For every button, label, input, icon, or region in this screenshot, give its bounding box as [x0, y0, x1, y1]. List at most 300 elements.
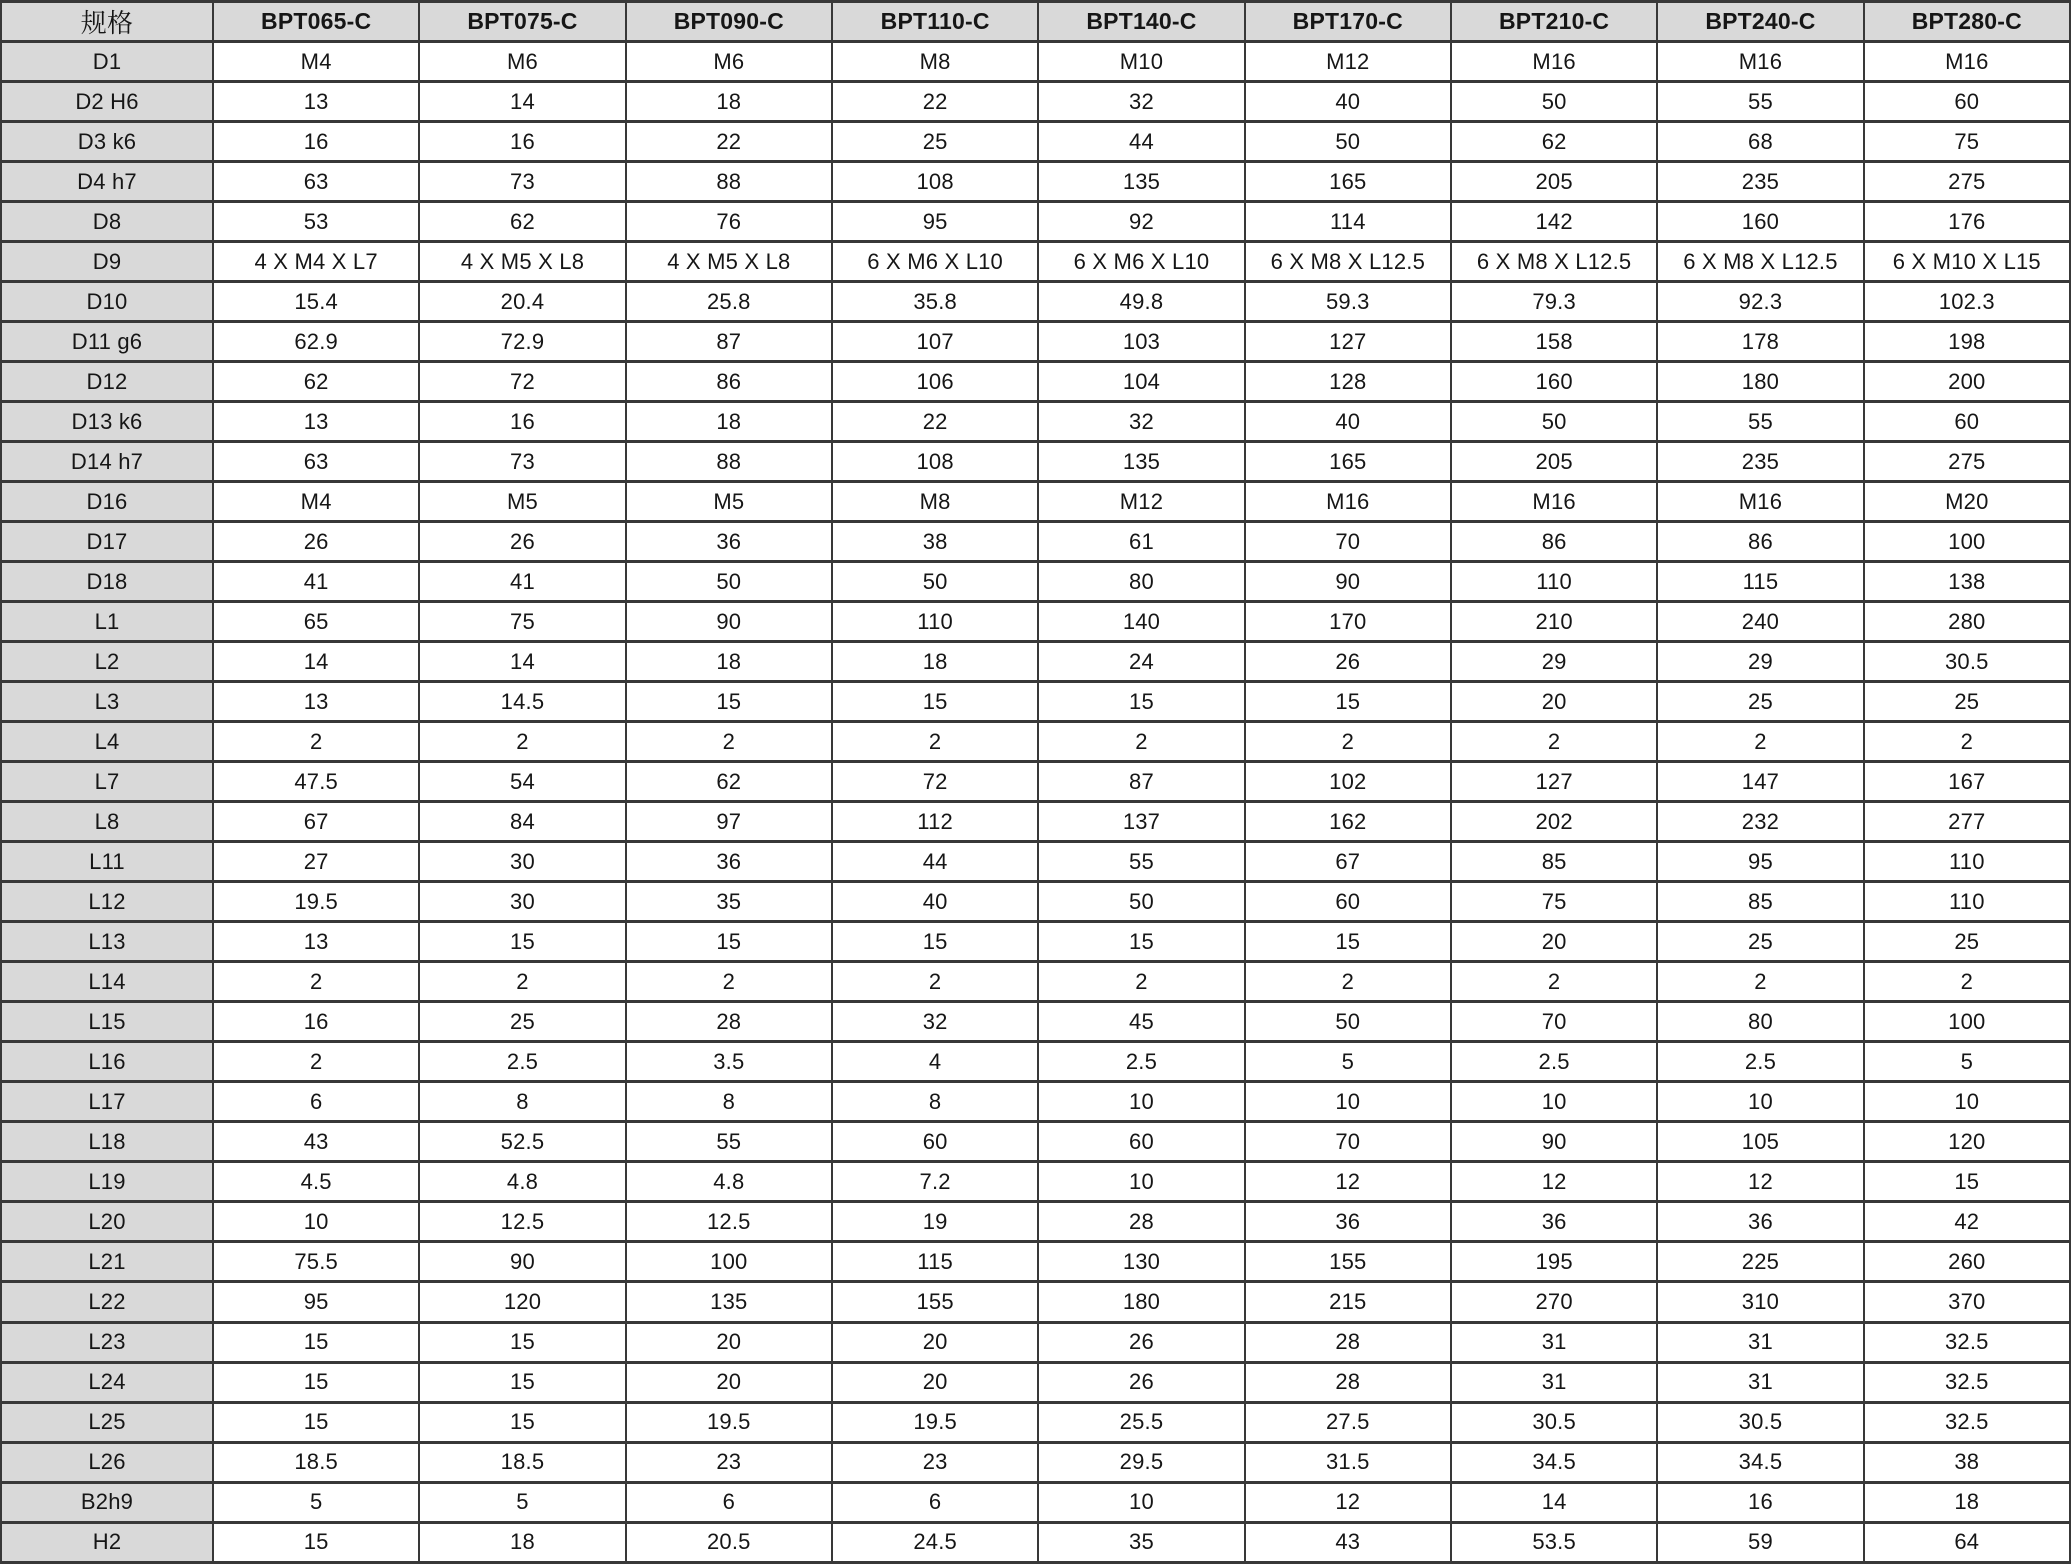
row-label: D14 h7 [1, 442, 213, 482]
cell: 2 [419, 962, 625, 1002]
cell: 20 [626, 1362, 832, 1402]
cell: 135 [1038, 442, 1244, 482]
cell: 22 [832, 82, 1038, 122]
cell: M12 [1245, 42, 1451, 82]
row-label: L12 [1, 882, 213, 922]
cell: 31.5 [1245, 1442, 1451, 1482]
cell: 70 [1451, 1002, 1657, 1042]
cell: 50 [832, 562, 1038, 602]
cell: 34.5 [1451, 1442, 1657, 1482]
row-label: D8 [1, 202, 213, 242]
cell: 114 [1245, 202, 1451, 242]
cell: 20 [1451, 682, 1657, 722]
cell: 128 [1245, 362, 1451, 402]
cell: 32.5 [1864, 1402, 2070, 1442]
cell: 110 [1864, 882, 2070, 922]
row-label: L13 [1, 922, 213, 962]
cell: 2 [1451, 962, 1657, 1002]
cell: 110 [1864, 842, 2070, 882]
cell: 12 [1451, 1162, 1657, 1202]
row-label: D2 H6 [1, 82, 213, 122]
cell: 70 [1245, 522, 1451, 562]
column-header: BPT140-C [1038, 2, 1244, 42]
cell: 62 [213, 362, 419, 402]
cell: 195 [1451, 1242, 1657, 1282]
cell: 12 [1245, 1482, 1451, 1522]
cell: 88 [626, 442, 832, 482]
cell: 16 [213, 1002, 419, 1042]
row-label: L14 [1, 962, 213, 1002]
cell: 15 [213, 1322, 419, 1362]
cell: 135 [1038, 162, 1244, 202]
cell: 41 [419, 562, 625, 602]
cell: 10 [1451, 1082, 1657, 1122]
cell: 2 [213, 722, 419, 762]
cell: 14 [1451, 1482, 1657, 1522]
column-header: BPT240-C [1657, 2, 1863, 42]
row-label: D12 [1, 362, 213, 402]
cell: 2 [1864, 722, 2070, 762]
row-label: L16 [1, 1042, 213, 1082]
cell: 90 [1451, 1122, 1657, 1162]
cell: 90 [626, 602, 832, 642]
cell: 205 [1451, 442, 1657, 482]
cell: M16 [1657, 482, 1863, 522]
row-label: H2 [1, 1522, 213, 1562]
cell: 2 [213, 1042, 419, 1082]
cell: 225 [1657, 1242, 1863, 1282]
cell: 67 [1245, 842, 1451, 882]
cell: 107 [832, 322, 1038, 362]
cell: M12 [1038, 482, 1244, 522]
cell: 26 [1038, 1322, 1244, 1362]
cell: 36 [1451, 1202, 1657, 1242]
cell: 97 [626, 802, 832, 842]
cell: 15 [1038, 922, 1244, 962]
cell: 6 X M8 X L12.5 [1245, 242, 1451, 282]
table-row [1, 1002, 2070, 1042]
cell: 85 [1657, 882, 1863, 922]
table-row [1, 1082, 2070, 1122]
cell: 80 [1657, 1002, 1863, 1042]
cell: 25 [1657, 922, 1863, 962]
table-row [1, 602, 2070, 642]
cell: 55 [626, 1122, 832, 1162]
cell: 235 [1657, 162, 1863, 202]
row-label: L18 [1, 1122, 213, 1162]
cell: 4 X M4 X L7 [213, 242, 419, 282]
table-row [1, 122, 2070, 162]
row-label: D17 [1, 522, 213, 562]
row-label: L2 [1, 642, 213, 682]
cell: 215 [1245, 1282, 1451, 1322]
cell: 59 [1657, 1522, 1863, 1562]
cell: M4 [213, 42, 419, 82]
cell: 15 [419, 1322, 625, 1362]
cell: M16 [1657, 42, 1863, 82]
table-row [1, 1242, 2070, 1282]
cell: 22 [832, 402, 1038, 442]
cell: 14.5 [419, 682, 625, 722]
cell: 138 [1864, 562, 2070, 602]
table-row [1, 1202, 2070, 1242]
cell: 18 [832, 642, 1038, 682]
cell: 28 [626, 1002, 832, 1042]
cell: 7.2 [832, 1162, 1038, 1202]
cell: 8 [832, 1082, 1038, 1122]
cell: 32 [832, 1002, 1038, 1042]
cell: M16 [1245, 482, 1451, 522]
row-label: D10 [1, 282, 213, 322]
table-row [1, 1362, 2070, 1402]
cell: 6 X M6 X L10 [832, 242, 1038, 282]
cell: 18 [626, 642, 832, 682]
cell: 75.5 [213, 1242, 419, 1282]
cell: 100 [626, 1242, 832, 1282]
cell: 64 [1864, 1522, 2070, 1562]
cell: 29.5 [1038, 1442, 1244, 1482]
column-header: BPT210-C [1451, 2, 1657, 42]
table-body [1, 42, 2070, 1563]
cell: 2 [213, 962, 419, 1002]
cell: 10 [1038, 1482, 1244, 1522]
cell: 13 [213, 682, 419, 722]
spec-header-cell: 规格 [1, 2, 213, 42]
cell: 80 [1038, 562, 1244, 602]
cell: 38 [1864, 1442, 2070, 1482]
cell: 28 [1245, 1362, 1451, 1402]
cell: 2 [1038, 962, 1244, 1002]
row-label: L20 [1, 1202, 213, 1242]
row-label: L7 [1, 762, 213, 802]
cell: 25 [832, 122, 1038, 162]
cell: 25 [1864, 922, 2070, 962]
cell: 44 [1038, 122, 1244, 162]
cell: 115 [1657, 562, 1863, 602]
cell: 202 [1451, 802, 1657, 842]
cell: 16 [1657, 1482, 1863, 1522]
table-row [1, 322, 2070, 362]
cell: 49.8 [1038, 282, 1244, 322]
cell: 26 [213, 522, 419, 562]
cell: 232 [1657, 802, 1863, 842]
cell: 2 [1657, 962, 1863, 1002]
table-row [1, 1122, 2070, 1162]
cell: 26 [419, 522, 625, 562]
row-label: L26 [1, 1442, 213, 1482]
row-label: D9 [1, 242, 213, 282]
cell: 86 [1451, 522, 1657, 562]
table-row [1, 282, 2070, 322]
cell: 20.4 [419, 282, 625, 322]
cell: 140 [1038, 602, 1244, 642]
cell: 210 [1451, 602, 1657, 642]
cell: 73 [419, 162, 625, 202]
cell: 68 [1657, 122, 1863, 162]
row-label: L3 [1, 682, 213, 722]
row-label: L23 [1, 1322, 213, 1362]
table-row [1, 362, 2070, 402]
table-row [1, 962, 2070, 1002]
cell: 110 [832, 602, 1038, 642]
cell: 18 [1864, 1482, 2070, 1522]
cell: 24.5 [832, 1522, 1038, 1562]
cell: 52.5 [419, 1122, 625, 1162]
cell: 92.3 [1657, 282, 1863, 322]
cell: 5 [1245, 1042, 1451, 1082]
cell: 12.5 [626, 1202, 832, 1242]
cell: 20 [1451, 922, 1657, 962]
cell: 50 [1451, 82, 1657, 122]
cell: 106 [832, 362, 1038, 402]
cell: 18 [626, 82, 832, 122]
cell: 162 [1245, 802, 1451, 842]
row-label: L4 [1, 722, 213, 762]
cell: 53.5 [1451, 1522, 1657, 1562]
cell: 108 [832, 442, 1038, 482]
cell: 10 [1038, 1162, 1244, 1202]
cell: 102.3 [1864, 282, 2070, 322]
cell: 15 [832, 922, 1038, 962]
cell: 2 [419, 722, 625, 762]
cell: 16 [419, 122, 625, 162]
cell: 95 [1657, 842, 1863, 882]
cell: 19 [832, 1202, 1038, 1242]
cell: 2.5 [1451, 1042, 1657, 1082]
table-row [1, 1442, 2070, 1482]
cell: 26 [1038, 1362, 1244, 1402]
table-row [1, 402, 2070, 442]
cell: 59.3 [1245, 282, 1451, 322]
cell: 105 [1657, 1122, 1863, 1162]
cell: 60 [1245, 882, 1451, 922]
cell: 260 [1864, 1242, 2070, 1282]
cell: 160 [1451, 362, 1657, 402]
cell: 18 [419, 1522, 625, 1562]
cell: 34.5 [1657, 1442, 1863, 1482]
cell: 42 [1864, 1202, 2070, 1242]
cell: 35 [1038, 1522, 1244, 1562]
cell: 155 [832, 1282, 1038, 1322]
cell: 19.5 [213, 882, 419, 922]
cell: 50 [1038, 882, 1244, 922]
table-row [1, 162, 2070, 202]
cell: 30.5 [1451, 1402, 1657, 1442]
cell: 4 X M5 X L8 [626, 242, 832, 282]
cell: 6 [626, 1482, 832, 1522]
cell: 6 X M6 X L10 [1038, 242, 1244, 282]
cell: 10 [1038, 1082, 1244, 1122]
cell: 35.8 [832, 282, 1038, 322]
cell: 75 [419, 602, 625, 642]
cell: 4.5 [213, 1162, 419, 1202]
row-label: D4 h7 [1, 162, 213, 202]
cell: 205 [1451, 162, 1657, 202]
cell: 2 [626, 962, 832, 1002]
cell: 23 [832, 1442, 1038, 1482]
cell: 200 [1864, 362, 2070, 402]
table-row [1, 1042, 2070, 1082]
cell: 62 [1451, 122, 1657, 162]
cell: 8 [626, 1082, 832, 1122]
cell: 130 [1038, 1242, 1244, 1282]
cell: 15 [419, 922, 625, 962]
cell: 15 [213, 1522, 419, 1562]
cell: 10 [1657, 1082, 1863, 1122]
cell: 6 [832, 1482, 1038, 1522]
cell: 3.5 [626, 1042, 832, 1082]
cell: 310 [1657, 1282, 1863, 1322]
cell: 20 [832, 1362, 1038, 1402]
cell: 15 [213, 1362, 419, 1402]
cell: 280 [1864, 602, 2070, 642]
cell: 86 [1657, 522, 1863, 562]
cell: M5 [626, 482, 832, 522]
cell: 16 [419, 402, 625, 442]
cell: 36 [626, 522, 832, 562]
cell: 86 [626, 362, 832, 402]
cell: 120 [1864, 1122, 2070, 1162]
cell: 158 [1451, 322, 1657, 362]
cell: 100 [1864, 522, 2070, 562]
cell: 36 [1657, 1202, 1863, 1242]
cell: 90 [419, 1242, 625, 1282]
column-header: BPT170-C [1245, 2, 1451, 42]
cell: 10 [213, 1202, 419, 1242]
cell: 29 [1657, 642, 1863, 682]
cell: 2 [1451, 722, 1657, 762]
cell: 275 [1864, 442, 2070, 482]
cell: 103 [1038, 322, 1244, 362]
cell: 112 [832, 802, 1038, 842]
cell: 167 [1864, 762, 2070, 802]
cell: 137 [1038, 802, 1244, 842]
cell: 47.5 [213, 762, 419, 802]
cell: 87 [626, 322, 832, 362]
cell: 20 [832, 1322, 1038, 1362]
cell: 85 [1451, 842, 1657, 882]
cell: 32 [1038, 402, 1244, 442]
cell: 75 [1451, 882, 1657, 922]
cell: 61 [1038, 522, 1244, 562]
cell: 108 [832, 162, 1038, 202]
row-label: L1 [1, 602, 213, 642]
cell: 95 [213, 1282, 419, 1322]
cell: 15 [1038, 682, 1244, 722]
cell: M16 [1451, 482, 1657, 522]
cell: M8 [832, 42, 1038, 82]
cell: 41 [213, 562, 419, 602]
cell: 95 [832, 202, 1038, 242]
cell: 35 [626, 882, 832, 922]
cell: 10 [1864, 1082, 2070, 1122]
cell: 72.9 [419, 322, 625, 362]
cell: 23 [626, 1442, 832, 1482]
cell: 104 [1038, 362, 1244, 402]
table-row [1, 82, 2070, 122]
cell: 20 [626, 1322, 832, 1362]
table-row [1, 722, 2070, 762]
cell: 2 [626, 722, 832, 762]
cell: 20.5 [626, 1522, 832, 1562]
cell: 18.5 [419, 1442, 625, 1482]
row-label: L15 [1, 1002, 213, 1042]
column-header: BPT065-C [213, 2, 419, 42]
cell: 2.5 [1038, 1042, 1244, 1082]
cell: 30.5 [1864, 642, 2070, 682]
cell: 178 [1657, 322, 1863, 362]
cell: 28 [1038, 1202, 1244, 1242]
cell: 50 [1245, 122, 1451, 162]
row-label: L24 [1, 1362, 213, 1402]
cell: 4 X M5 X L8 [419, 242, 625, 282]
table-row [1, 1482, 2070, 1522]
cell: 50 [1245, 1002, 1451, 1042]
row-label: D18 [1, 562, 213, 602]
row-label: D16 [1, 482, 213, 522]
cell: M16 [1451, 42, 1657, 82]
cell: M5 [419, 482, 625, 522]
cell: 29 [1451, 642, 1657, 682]
cell: 15 [626, 682, 832, 722]
cell: 40 [832, 882, 1038, 922]
row-label: D1 [1, 42, 213, 82]
cell: 25 [419, 1002, 625, 1042]
cell: 60 [1864, 82, 2070, 122]
table-row [1, 442, 2070, 482]
cell: 18 [626, 402, 832, 442]
row-label: L25 [1, 1402, 213, 1442]
column-header: BPT090-C [626, 2, 832, 42]
table-row [1, 1162, 2070, 1202]
cell: 15 [1245, 922, 1451, 962]
cell: 16 [213, 122, 419, 162]
cell: 31 [1657, 1322, 1863, 1362]
cell: 127 [1245, 322, 1451, 362]
cell: 2 [832, 722, 1038, 762]
cell: 2.5 [419, 1042, 625, 1082]
column-header: BPT280-C [1864, 2, 2070, 42]
cell: 277 [1864, 802, 2070, 842]
cell: 43 [1245, 1522, 1451, 1562]
cell: 14 [419, 82, 625, 122]
cell: 25 [1657, 682, 1863, 722]
cell: M20 [1864, 482, 2070, 522]
cell: 32.5 [1864, 1362, 2070, 1402]
cell: 100 [1864, 1002, 2070, 1042]
cell: 44 [832, 842, 1038, 882]
cell: 67 [213, 802, 419, 842]
row-label: D3 k6 [1, 122, 213, 162]
cell: 72 [832, 762, 1038, 802]
cell: 31 [1657, 1362, 1863, 1402]
row-label: L8 [1, 802, 213, 842]
row-label: D11 g6 [1, 322, 213, 362]
cell: 12 [1657, 1162, 1863, 1202]
cell: 24 [1038, 642, 1244, 682]
cell: M4 [213, 482, 419, 522]
cell: 6 [213, 1082, 419, 1122]
cell: 235 [1657, 442, 1863, 482]
table-row [1, 1282, 2070, 1322]
cell: M10 [1038, 42, 1244, 82]
cell: 2 [1245, 962, 1451, 1002]
table-row [1, 1402, 2070, 1442]
cell: 13 [213, 922, 419, 962]
cell: 63 [213, 442, 419, 482]
table-row [1, 1522, 2070, 1562]
table-row [1, 802, 2070, 842]
